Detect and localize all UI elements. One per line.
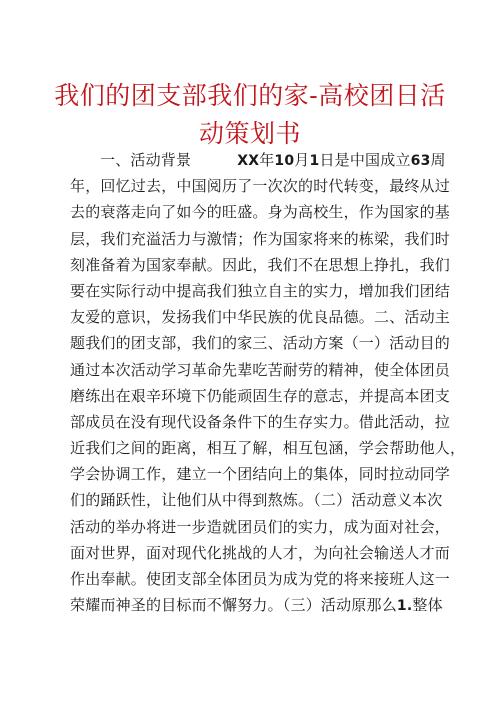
body-line-11: 部成员在没有现代设备条件下的生存实力。借此活动，拉	[70, 412, 451, 431]
body-line-8: 题我们的团支部，我们的家三、活动方案（一）活动目的	[70, 334, 451, 353]
body-line-6: 要在实际行动中提高我们独立自主的实力，增加我们团结	[70, 281, 451, 300]
body-line-18: 荣耀而神圣的目标而不懈努力。（三）活动原那么1.整体	[70, 596, 443, 615]
body-line-15: 活动的举办将进一步造就团员们的实力，成为面对社会，	[70, 517, 451, 536]
document-title-line1: 我们的团支部我们的家-高校团日活	[54, 81, 446, 110]
body-line-17: 作出奉献。使团支部全体团员为成为党的将来接班人这一	[70, 570, 451, 588]
body-line-16: 面对世界，面对现代化挑战的人才，为向社会输送人才而	[70, 543, 451, 562]
body-line-1: 一、活动背景 XX年10月1日是中国成立63周	[100, 151, 446, 169]
section-heading-background: 一、活动背景	[100, 151, 192, 169]
body-line-4: 层，我们充溢活力与激情；作为国家将来的栋梁，我们时	[70, 229, 451, 248]
document-body	[70, 147, 466, 618]
body-line-12: 近我们之间的距离，相互了解，相互包涵，学会帮助他人，	[70, 439, 466, 458]
body-line-10: 磨练出在艰辛环境下仍能顽固生存的意志，并提高本团支	[70, 386, 451, 405]
body-line-3: 去的衰落走向了如今的旺盛。身为高校生，作为国家的基	[70, 203, 451, 222]
body-line-7: 友爱的意识，发扬我们中华民族的优良品德。二、活动主	[70, 308, 451, 327]
body-line-9: 通过本次活动学习革命先辈吃苦耐劳的精神，使全体团员	[70, 360, 451, 379]
body-line-14: 们的踊跃性，让他们从中得到熬炼。（二）活动意义本次	[70, 491, 443, 510]
body-line-13: 学会协调工作，建立一个团结向上的集体，同时拉动同学	[70, 465, 451, 484]
body-line-5: 刻准备着为国家奉献。因此，我们不在思想上挣扎，我们	[70, 255, 451, 274]
document-title-line2: 动策划书	[198, 119, 301, 148]
body-line-2: 年，回忆过去，中国阅历了一次次的时代转变，最终从过	[70, 177, 451, 196]
